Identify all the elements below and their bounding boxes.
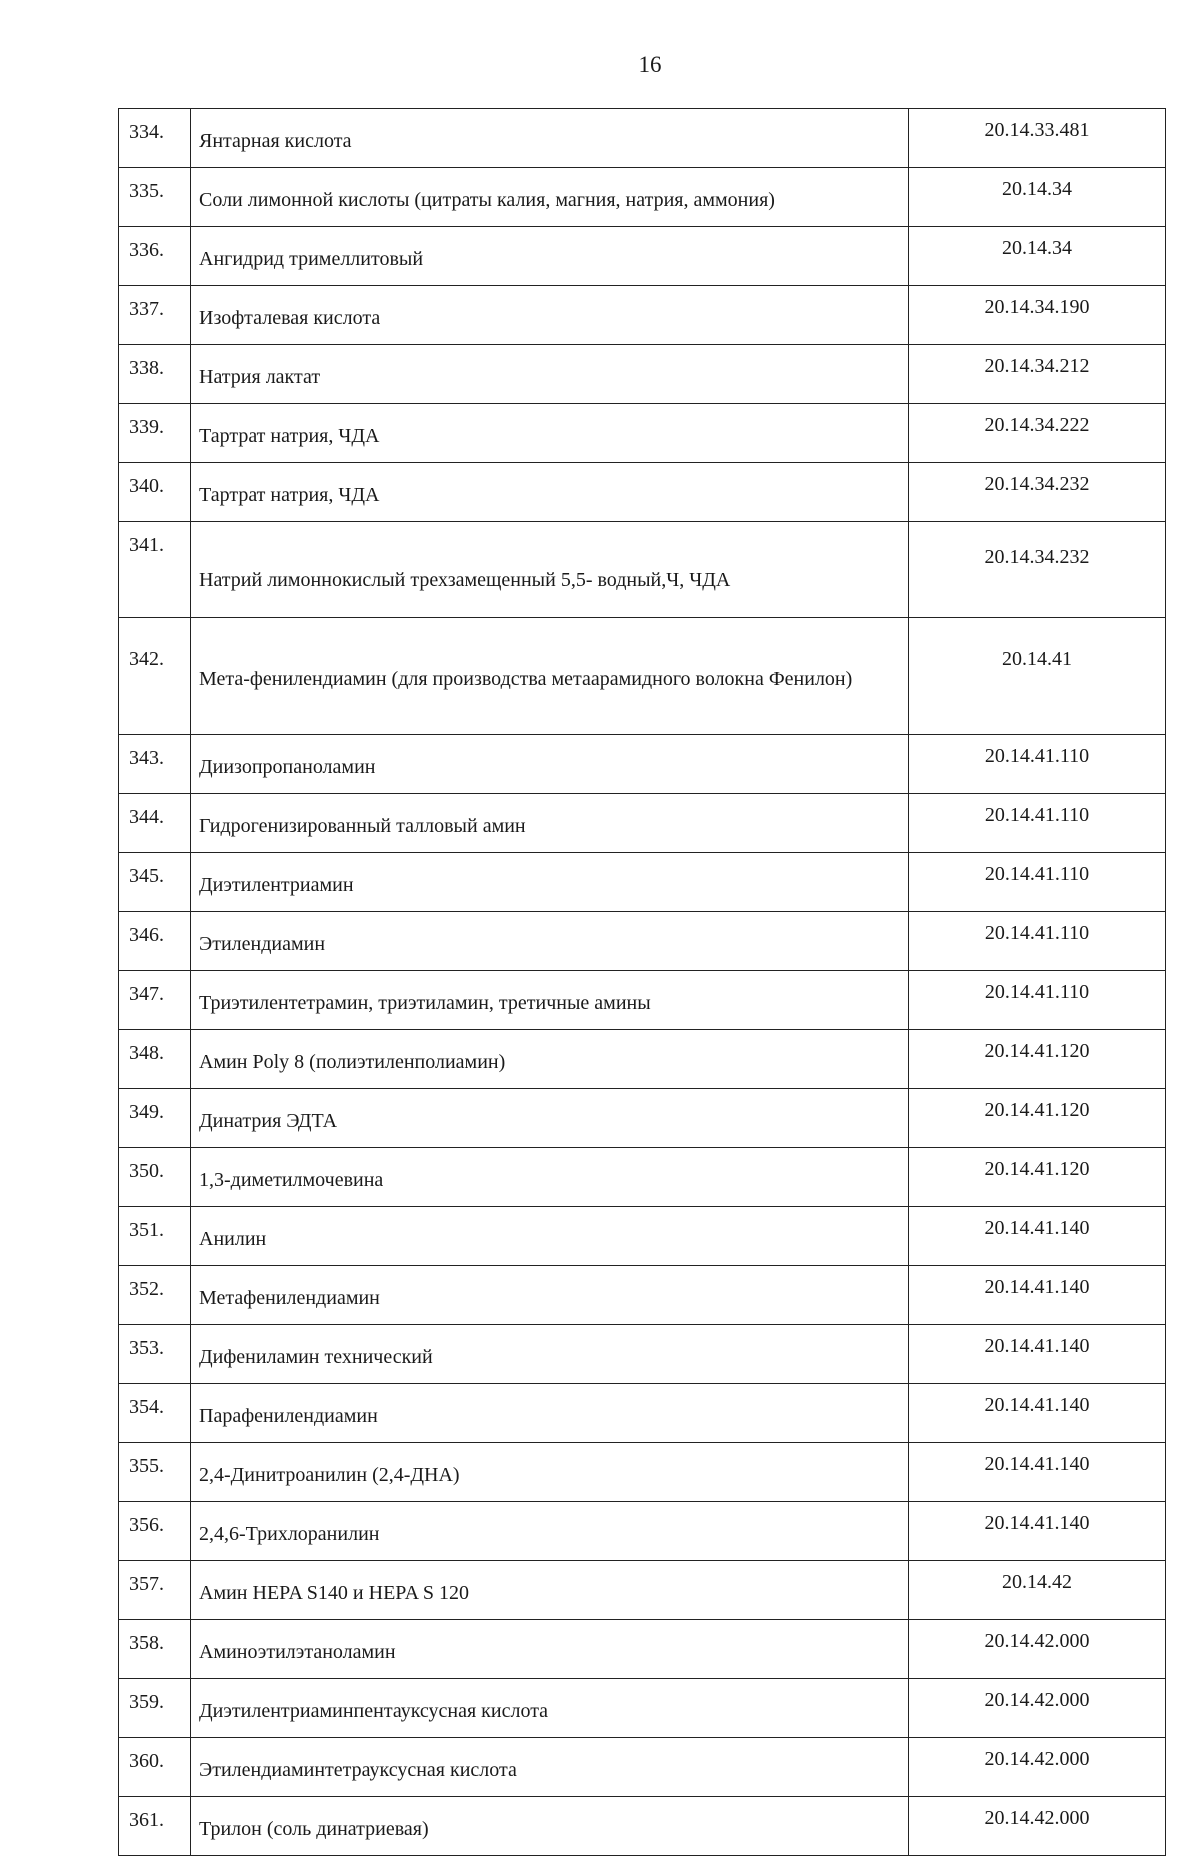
row-number: 356. [119,1502,191,1561]
okpd-code: 20.14.34 [909,168,1166,227]
row-number: 345. [119,853,191,912]
table-row [119,1443,1166,1502]
row-number: 334. [119,109,191,168]
okpd-code: 20.14.41.140 [909,1325,1166,1384]
substance-name: Тартрат натрия, ЧДА [191,463,909,522]
table-row [119,345,1166,404]
table-row [119,1738,1166,1797]
substance-name: Парафенилендиамин [191,1384,909,1443]
table-row [119,1325,1166,1384]
row-number: 359. [119,1679,191,1738]
okpd-code: 20.14.41.120 [909,1148,1166,1207]
row-number: 336. [119,227,191,286]
substance-name: Дифениламин технический [191,1325,909,1384]
substance-name: Диэтилентриамин [191,853,909,912]
okpd-code: 20.14.42.000 [909,1620,1166,1679]
substance-name: 2,4-Динитроанилин (2,4-ДНА) [191,1443,909,1502]
row-number: 358. [119,1620,191,1679]
substance-name: Натрий лимоннокислый трехзамещенный 5,5- водный,Ч, ЧДА [191,522,909,618]
okpd-code: 20.14.41.140 [909,1384,1166,1443]
okpd-code: 20.14.41.140 [909,1266,1166,1325]
row-number: 342. [119,618,191,735]
table-row [119,1089,1166,1148]
substance-name: 2,4,6-Трихлоранилин [191,1502,909,1561]
table-row [119,618,1166,735]
row-number: 343. [119,735,191,794]
substance-name: Ангидрид тримеллитовый [191,227,909,286]
okpd-code: 20.14.34.212 [909,345,1166,404]
okpd-code: 20.14.41 [909,618,1166,735]
table-row [119,1148,1166,1207]
okpd-code: 20.14.41.110 [909,912,1166,971]
substance-name: Этилендиаминтетрауксусная кислота [191,1738,909,1797]
okpd-code: 20.14.41.140 [909,1502,1166,1561]
table-row [119,1207,1166,1266]
table-row [119,1384,1166,1443]
table-row [119,1561,1166,1620]
table-row [119,1797,1166,1856]
okpd-code: 20.14.34.232 [909,463,1166,522]
okpd-code: 20.14.42.000 [909,1797,1166,1856]
substance-name: Аминоэтилэтаноламин [191,1620,909,1679]
okpd-code: 20.14.41.110 [909,853,1166,912]
substance-name: Диэтилентриаминпентауксусная кислота [191,1679,909,1738]
substance-name: 1,3-диметилмочевина [191,1148,909,1207]
okpd-code: 20.14.41.140 [909,1443,1166,1502]
table-row [119,971,1166,1030]
okpd-code: 20.14.41.110 [909,735,1166,794]
row-number: 355. [119,1443,191,1502]
substance-name: Диизопропаноламин [191,735,909,794]
row-number: 349. [119,1089,191,1148]
row-number: 335. [119,168,191,227]
table-row [119,912,1166,971]
table-row [119,1266,1166,1325]
row-number: 346. [119,912,191,971]
substance-name: Этилендиамин [191,912,909,971]
row-number: 360. [119,1738,191,1797]
substance-name: Амин Poly 8 (полиэтиленполиамин) [191,1030,909,1089]
substance-name: Триэтилентетрамин, триэтиламин, третичные амины [191,971,909,1030]
okpd-code: 20.14.41.110 [909,794,1166,853]
table-row [119,522,1166,618]
row-number: 338. [119,345,191,404]
row-number: 361. [119,1797,191,1856]
substance-name: Гидрогенизированный талловый амин [191,794,909,853]
okpd-code: 20.14.41.140 [909,1207,1166,1266]
table-row [119,109,1166,168]
table-row [119,1620,1166,1679]
table-row [119,735,1166,794]
okpd-code: 20.14.42 [909,1561,1166,1620]
okpd-code: 20.14.41.120 [909,1030,1166,1089]
table-row [119,404,1166,463]
page-number: 16 [638,52,662,77]
okpd-code: 20.14.34.222 [909,404,1166,463]
substance-name: Янтарная кислота [191,109,909,168]
okpd-code: 20.14.42.000 [909,1679,1166,1738]
table-row [119,1679,1166,1738]
okpd-code: 20.14.33.481 [909,109,1166,168]
okpd-code: 20.14.41.110 [909,971,1166,1030]
table-row [119,1030,1166,1089]
substance-name: Натрия лактат [191,345,909,404]
row-number: 348. [119,1030,191,1089]
table-row [119,168,1166,227]
okpd-code: 20.14.34.232 [909,522,1166,618]
table-row [119,463,1166,522]
row-number: 352. [119,1266,191,1325]
substance-name: Мета-фенилендиамин (для производства метаарамидного волокна Фенилон) [191,618,909,735]
row-number: 350. [119,1148,191,1207]
substance-name: Амин HEPA S140 и HEPA S 120 [191,1561,909,1620]
row-number: 341. [119,522,191,618]
okpd-code: 20.14.41.120 [909,1089,1166,1148]
table-row [119,853,1166,912]
row-number: 353. [119,1325,191,1384]
row-number: 357. [119,1561,191,1620]
substance-name: Трилон (соль динатриевая) [191,1797,909,1856]
substances-table [118,108,1166,1856]
okpd-code: 20.14.34 [909,227,1166,286]
okpd-code: 20.14.42.000 [909,1738,1166,1797]
table-row [119,794,1166,853]
row-number: 344. [119,794,191,853]
substance-name: Тартрат натрия, ЧДА [191,404,909,463]
row-number: 340. [119,463,191,522]
table-row [119,227,1166,286]
row-number: 347. [119,971,191,1030]
table-row [119,286,1166,345]
table-row [119,1502,1166,1561]
row-number: 354. [119,1384,191,1443]
substance-name: Соли лимонной кислоты (цитраты калия, магния, натрия, аммония) [191,168,909,227]
row-number: 339. [119,404,191,463]
okpd-code: 20.14.34.190 [909,286,1166,345]
row-number: 351. [119,1207,191,1266]
substance-name: Анилин [191,1207,909,1266]
substance-name: Динатрия ЭДТА [191,1089,909,1148]
row-number: 337. [119,286,191,345]
substance-name: Метафенилендиамин [191,1266,909,1325]
substance-name: Изофталевая кислота [191,286,909,345]
